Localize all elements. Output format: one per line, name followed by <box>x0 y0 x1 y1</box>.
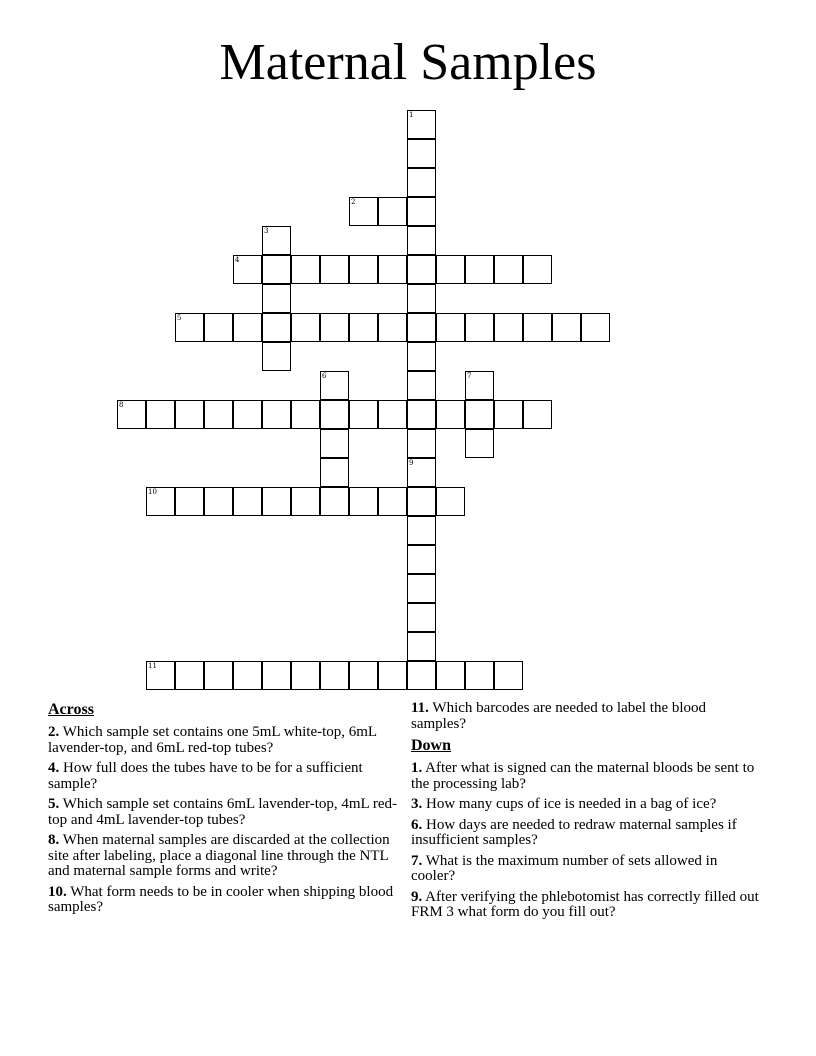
clue-number: 3. <box>411 796 423 812</box>
grid-cell[interactable] <box>523 400 552 429</box>
grid-cell[interactable] <box>175 487 204 516</box>
grid-cell[interactable] <box>291 487 320 516</box>
cell-number: 9 <box>409 459 414 467</box>
grid-cell[interactable] <box>494 255 523 284</box>
grid-cell[interactable] <box>407 313 436 342</box>
grid-cell[interactable] <box>436 255 465 284</box>
grid-cell[interactable] <box>581 313 610 342</box>
clue-number: 7. <box>411 852 423 869</box>
grid-cell[interactable] <box>436 400 465 429</box>
grid-cell[interactable] <box>291 255 320 284</box>
grid-cell[interactable] <box>320 255 349 284</box>
grid-cell[interactable] <box>262 255 291 284</box>
clue-number: 2. <box>48 724 60 740</box>
grid-cell[interactable] <box>407 603 436 632</box>
clue-text: Which sample set contains 6mL lavender-top, 4mL red-top and 4mL lavender-top tubes? <box>48 796 398 828</box>
cell-number: 11 <box>148 662 157 670</box>
across-clue <box>48 833 406 880</box>
puzzle-title: Maternal Samples <box>219 34 597 91</box>
grid-cell[interactable] <box>204 313 233 342</box>
cell-number: 6 <box>322 372 327 380</box>
grid-cell[interactable] <box>291 313 320 342</box>
clue-number: 10. <box>48 883 67 900</box>
grid-cell[interactable] <box>146 487 175 516</box>
clue-text: Which sample set contains one 5mL white-top, 6mL lavender-top, and 6mL red-top tubes? <box>48 724 377 756</box>
grid-cell[interactable] <box>262 661 291 690</box>
down-heading: Down <box>411 737 452 754</box>
grid-cell[interactable] <box>204 400 233 429</box>
grid-cell[interactable] <box>262 400 291 429</box>
clue-text: How days are needed to redraw maternal samples if insufficient samples? <box>411 816 737 848</box>
grid-cell[interactable] <box>378 400 407 429</box>
grid-cell[interactable] <box>349 313 378 342</box>
grid-cell[interactable] <box>320 458 349 487</box>
grid-cell[interactable] <box>436 661 465 690</box>
grid-cell[interactable] <box>291 661 320 690</box>
clue-text: How full does the tubes have to be for a sufficient sample? <box>48 760 363 792</box>
grid-cell[interactable] <box>494 313 523 342</box>
grid-cell[interactable] <box>349 487 378 516</box>
grid-cell[interactable] <box>494 661 523 690</box>
grid-cell[interactable] <box>349 255 378 284</box>
grid-cell[interactable] <box>320 429 349 458</box>
grid-cell[interactable] <box>407 255 436 284</box>
clue-number: 6. <box>411 816 423 833</box>
down-clue <box>411 761 761 792</box>
cell-number: 8 <box>119 401 124 409</box>
grid-cell[interactable] <box>349 661 378 690</box>
grid-cell[interactable] <box>233 400 262 429</box>
cell-number: 2 <box>351 198 356 206</box>
across-clue <box>48 761 406 792</box>
clue-number: 4. <box>48 760 60 776</box>
clue-text: When maternal samples are discarded at the collection site after labeling, place a diagonal line through the NTL and maternal sample forms and write? <box>48 832 390 879</box>
clue-text: After verifying the phlebotomist has correctly filled out FRM 3 what form do you fill out? <box>411 888 759 920</box>
cell-number: 4 <box>235 256 240 264</box>
grid-cell[interactable] <box>407 545 436 574</box>
down-clue <box>411 797 761 813</box>
clue-number: 1. <box>411 760 423 776</box>
across-clue-list-continued <box>411 701 761 732</box>
grid-cell[interactable] <box>262 313 291 342</box>
grid-cell[interactable] <box>262 487 291 516</box>
down-clue <box>411 818 761 849</box>
grid-cell[interactable] <box>465 255 494 284</box>
down-clue <box>411 890 761 921</box>
grid-cell[interactable] <box>407 342 436 371</box>
down-clue <box>411 854 761 885</box>
across-clue-list <box>48 725 406 916</box>
grid-cell[interactable] <box>407 661 436 690</box>
grid-cell[interactable] <box>117 400 146 429</box>
grid-cell[interactable] <box>465 313 494 342</box>
clue-number: 8. <box>48 832 60 848</box>
grid-cell[interactable] <box>378 197 407 226</box>
cell-number: 10 <box>148 488 157 496</box>
grid-cell[interactable] <box>407 371 436 400</box>
across-clue <box>411 701 761 732</box>
grid-cell[interactable] <box>233 661 262 690</box>
grid-cell[interactable] <box>407 284 436 313</box>
clue-text: How many cups of ice is needed in a bag of ice? <box>422 796 717 812</box>
grid-cell[interactable] <box>378 487 407 516</box>
across-heading: Across <box>48 701 94 718</box>
grid-cell[interactable] <box>407 516 436 545</box>
clues-left-column <box>48 701 406 921</box>
grid-cell[interactable] <box>233 255 262 284</box>
grid-cell[interactable] <box>407 574 436 603</box>
grid-cell[interactable] <box>262 342 291 371</box>
grid-cell[interactable] <box>523 255 552 284</box>
down-clue-list <box>411 761 761 921</box>
grid-cell[interactable] <box>436 313 465 342</box>
grid-cell[interactable] <box>262 226 291 255</box>
grid-cell[interactable] <box>465 400 494 429</box>
grid-cell[interactable] <box>407 400 436 429</box>
grid-cell[interactable] <box>378 313 407 342</box>
grid-cell[interactable] <box>465 429 494 458</box>
grid-cell[interactable] <box>204 487 233 516</box>
grid-cell[interactable] <box>407 487 436 516</box>
grid-cell[interactable] <box>233 487 262 516</box>
grid-cell[interactable] <box>320 661 349 690</box>
grid-cell[interactable] <box>175 313 204 342</box>
across-clue <box>48 797 406 828</box>
clue-text: What is the maximum number of sets allowed in cooler? <box>411 852 718 884</box>
grid-cell[interactable] <box>262 284 291 313</box>
clues-right-column <box>411 701 761 926</box>
grid-cell[interactable] <box>378 255 407 284</box>
grid-cell[interactable] <box>523 313 552 342</box>
grid-cell[interactable] <box>407 226 436 255</box>
grid-cell[interactable] <box>407 632 436 661</box>
clue-text: Which barcodes are needed to label the blood samples? <box>411 700 707 732</box>
grid-cell[interactable] <box>349 197 378 226</box>
grid-cell[interactable] <box>465 371 494 400</box>
grid-cell[interactable] <box>320 371 349 400</box>
grid-cell[interactable] <box>407 168 436 197</box>
across-clue <box>48 885 406 916</box>
across-clue <box>48 725 406 756</box>
cell-number: 5 <box>177 314 182 322</box>
grid-cell[interactable] <box>146 400 175 429</box>
clue-number: 11. <box>411 700 429 716</box>
grid-cell[interactable] <box>407 110 436 139</box>
grid-cell[interactable] <box>233 313 262 342</box>
grid-cell[interactable] <box>436 487 465 516</box>
clue-number: 5. <box>48 796 60 812</box>
grid-cell[interactable] <box>175 400 204 429</box>
grid-cell[interactable] <box>320 487 349 516</box>
grid-cell[interactable] <box>494 400 523 429</box>
grid-cell[interactable] <box>465 661 494 690</box>
grid-cell[interactable] <box>407 429 436 458</box>
grid-cell[interactable] <box>407 197 436 226</box>
grid-cell[interactable] <box>349 400 378 429</box>
clue-text: After what is signed can the maternal bloods be sent to the processing lab? <box>411 760 755 792</box>
cell-number: 7 <box>467 372 472 380</box>
clue-number: 9. <box>411 888 423 905</box>
grid-cell[interactable] <box>320 400 349 429</box>
grid-cell[interactable] <box>320 313 349 342</box>
grid-cell[interactable] <box>407 458 436 487</box>
clue-text: What form needs to be in cooler when shipping blood samples? <box>48 883 394 915</box>
cell-number: 1 <box>409 111 414 119</box>
grid-cell[interactable] <box>378 661 407 690</box>
grid-cell[interactable] <box>146 661 175 690</box>
grid-cell[interactable] <box>291 400 320 429</box>
cell-number: 3 <box>264 227 269 235</box>
grid-cell[interactable] <box>407 139 436 168</box>
grid-cell[interactable] <box>175 661 204 690</box>
grid-cell[interactable] <box>204 661 233 690</box>
grid-cell[interactable] <box>552 313 581 342</box>
